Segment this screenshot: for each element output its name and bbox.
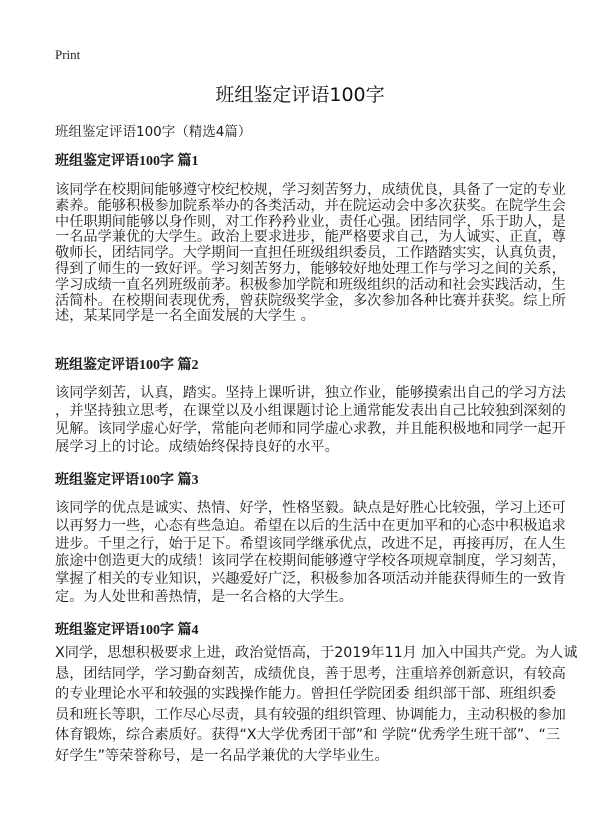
section-heading: 班组鉴定评语100字 篇3 xyxy=(55,473,199,488)
paragraph-line: 旅途中创造更大的成绩！该同学在校期间能够遵守学校各项规章制度，学习刻苦， xyxy=(55,553,566,570)
paragraph-line: 中任职期间能够以身作则，对工作矜矜业业，责任心强。团结同学，乐于助人，是 xyxy=(55,213,566,230)
section-paragraph xyxy=(55,183,566,325)
paragraph-line: 体育锻炼，综合素质好。获得“X大学优秀团干部”和 学院“优秀学生班干部”、“三 xyxy=(55,727,560,743)
section-paragraph xyxy=(55,500,566,607)
page-title: 班组鉴定评语100字 xyxy=(215,84,385,106)
paragraph-line: 展学习上的讨论。成绩始终保持良好的水平。 xyxy=(55,439,339,455)
paragraph-line: 素养。能够积极参加院系举办的各类活动，并在院运动会中多次获奖。在院学生会 xyxy=(55,197,566,214)
section-heading: 班组鉴定评语100字 篇4 xyxy=(55,623,199,638)
paragraph-line: 学习成绩一直名列班级前茅。积极参加学院和班级组织的活动和社会实践活动，生 xyxy=(55,276,566,293)
paragraph-line: 敬师长，团结同学。大学期间一直担任班级组织委员，工作踏踏实实，认真负责， xyxy=(55,245,566,262)
paragraph-line: 一名品学兼优的大学生。政治上要求进步，能严格要求自己，为人诚实、正直，尊 xyxy=(55,229,566,246)
section-heading: 班组鉴定评语100字 篇2 xyxy=(55,358,199,373)
paragraph-line: 该同学在校期间能够遵守校纪校规，学习刻苦努力，成绩优良，具备了一定的专业 xyxy=(55,182,566,198)
paragraph-line: 员和班长等职，工作尽心尽责，具有较强的组织管理、协调能力，主动积极的参加 xyxy=(55,706,566,723)
paragraph-line: 掌握了相关的专业知识，兴趣爱好广泛，积极参加各项活动并能获得师生的一致肯 xyxy=(55,571,566,588)
paragraph-line: 定。为人处世和善热情，是一名合格的大学生。 xyxy=(55,588,353,605)
subtitle: 班组鉴定评语100字（精选4篇） xyxy=(55,124,252,140)
paragraph-line: 述，某某同学是一名全面发展的大学生 。 xyxy=(55,308,315,325)
paragraph-line: 以再努力一些，心态有些急迫。希望在以后的生活中在更加平和的心态中积极追求 xyxy=(55,517,566,534)
paragraph-line: ，并坚持独立思考，在课堂以及小组课题讨论上通常能发表出自己比较独到深刻的 xyxy=(55,403,566,419)
paragraph-line: 活简朴。在校期间表现优秀，曾获院级奖学金，多次参加各种比赛并获奖。综上所 xyxy=(55,292,566,309)
paragraph-line: 得到了师生的一致好评。学习刻苦努力，能够较好地处理工作与学习之间的关系， xyxy=(55,260,566,277)
paragraph-line: 恳，团结同学，学习勤奋刻苦，成绩优良，善于思考，注重培养创新意识，有较高 xyxy=(55,665,566,682)
section-paragraph xyxy=(55,384,566,456)
paragraph-line: 该同学的优点是诚实、热情、好学，性格坚毅。缺点是好胜心比较强，学习上还可 xyxy=(55,500,566,516)
section-paragraph xyxy=(55,643,577,766)
section-heading: 班组鉴定评语100字 篇1 xyxy=(55,154,199,169)
paragraph-line: 的专业理论水平和较强的实践操作能力。曾担任学院团委 组织部干部、班组织委 xyxy=(55,686,557,702)
paragraph-line: 进步。千里之行，始于足下。希望该同学继承优点，改进不足，再接再厉，在人生 xyxy=(55,535,566,552)
paragraph-line: X同学，思想积极要求上进，政治觉悟高，于2019年11月 加入中国共产党。为人诚 xyxy=(55,645,578,661)
paragraph-line: 见解。该同学虚心好学，常能向老师和同学虚心求教，并且能积极地和同学一起开 xyxy=(55,421,566,437)
paragraph-line: 该同学刻苦，认真，踏实。坚持上课听讲，独立作业，能够摸索出自己的学习方法 xyxy=(55,385,566,401)
paragraph-line: 好学生”等荣誉称号，是一名品学兼优的大学毕业生。 xyxy=(55,747,389,764)
print-link[interactable]: Print xyxy=(55,47,81,62)
